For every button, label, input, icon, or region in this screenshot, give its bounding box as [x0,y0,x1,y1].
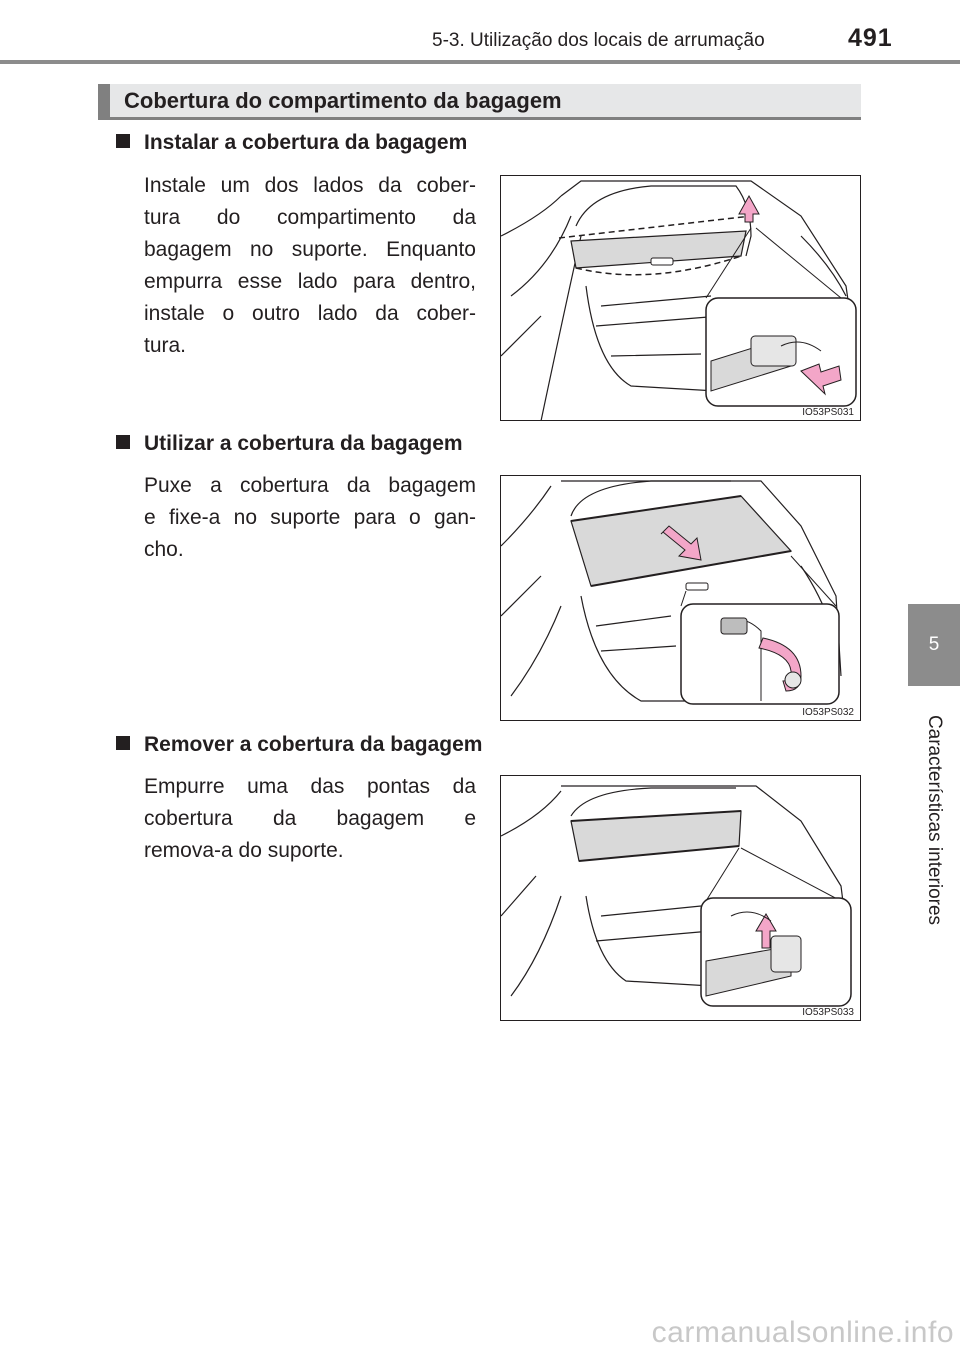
text-line: Instale um dos lados da cober- [144,174,476,197]
figure-install-cover [500,175,861,421]
figure-code: IO53PS031 [802,407,854,418]
figure-use-cover [500,475,861,721]
figure-code: IO53PS033 [802,1007,854,1018]
subheading-text: Instalar a cobertura da bagagem [144,131,468,154]
text-line: tura do compartimento da [144,206,476,229]
page-number: 491 [848,24,893,52]
subheading-remove [116,733,482,757]
bullet-square-icon [116,736,130,750]
text-line: empurra esse lado para dentro, [144,270,476,293]
bullet-square-icon [116,134,130,148]
bullet-square-icon [116,435,130,449]
text-line: cobertura da bagagem e [144,807,476,830]
subheading-use [116,432,463,456]
paragraph-use [144,470,476,566]
subheading-text: Remover a cobertura da bagagem [144,733,483,756]
illustration-install [501,176,861,421]
subheading-text: Utilizar a cobertura da bagagem [144,432,463,455]
watermark: carmanualsonline.info [651,1316,954,1349]
chapter-label: Características interiores [924,714,945,926]
text-line: bagagem no suporte. Enquanto [144,238,476,261]
text-line: tura. [144,334,187,357]
paragraph-install [144,170,476,362]
section-title-text: Cobertura do compartimento da bagagem [124,88,562,113]
text-line: remova-a do suporte. [144,839,344,862]
header-rule [0,60,960,64]
paragraph-remove [144,771,476,867]
text-line: instale o outro lado da cober- [144,302,476,325]
chapter-number: 5 [928,634,940,655]
figure-remove-cover [500,775,861,1021]
running-header: 5-3. Utilização dos locais de arrumação [432,30,765,51]
illustration-remove [501,776,861,1021]
figure-code: IO53PS032 [802,707,854,718]
section-title [98,84,861,120]
text-line: Empurre uma das pontas da [144,775,476,798]
text-line: e fixe-a no suporte para o gan- [144,506,476,529]
chapter-tab [908,604,960,686]
text-line: Puxe a cobertura da bagagem [144,474,476,497]
subheading-install [116,131,467,155]
text-line: cho. [144,538,184,561]
illustration-use [501,476,861,721]
